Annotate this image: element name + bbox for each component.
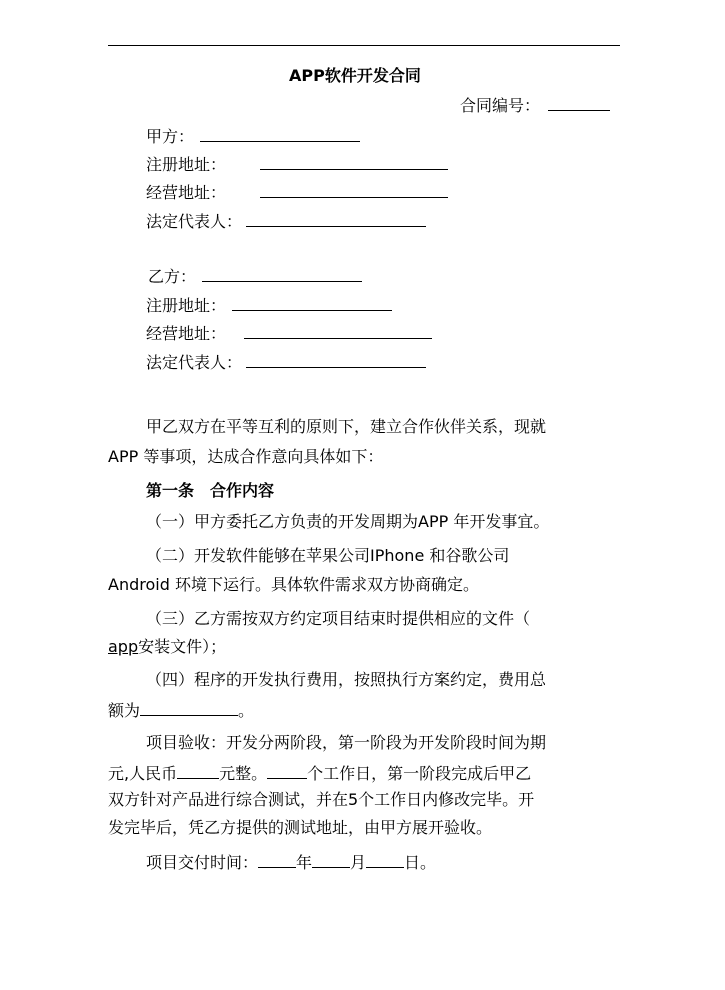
party-b-biz-address-field[interactable] xyxy=(244,322,432,339)
acceptance-yuan-label: 元整。 xyxy=(219,764,268,783)
party-a-biz-address-field[interactable] xyxy=(260,181,448,198)
item-4-line-1: （四）程序的开发执行费用，按照执行方案约定，费用总 xyxy=(146,670,547,689)
party-b-label: 乙方： xyxy=(148,267,197,286)
party-a-name-field[interactable] xyxy=(200,125,360,142)
item-4-line-2 xyxy=(108,699,254,721)
party-b-legal-rep-field[interactable] xyxy=(246,351,426,368)
acceptance-line-2 xyxy=(108,762,531,784)
contract-number-field[interactable] xyxy=(548,94,610,111)
item-3-line-1: （三）乙方需按双方约定项目结束时提供相应的文件（ xyxy=(146,609,531,628)
party-b-biz-address-row xyxy=(146,322,432,344)
party-b-reg-address-row xyxy=(146,294,392,316)
delivery-label: 项目交付时间： xyxy=(146,853,259,872)
article-1-heading: 第一条 合作内容 xyxy=(146,481,275,500)
party-a-legal-rep-label: 法定代表人： xyxy=(146,212,243,231)
acceptance-line-4: 发完毕后，凭乙方提供的测试地址，由甲方展开验收。 xyxy=(108,818,493,837)
party-a-reg-address-label: 注册地址： xyxy=(146,155,227,174)
document-title: APP软件开发合同 xyxy=(289,66,421,85)
acceptance-days-label: 个工作日，第一阶段完成后甲乙 xyxy=(307,764,532,783)
acceptance-line-1: 项目验收：开发分两阶段，第一阶段为开发阶段时间为期 xyxy=(146,733,547,752)
item-4-fee-field[interactable] xyxy=(140,699,238,716)
party-a-reg-address-row xyxy=(146,153,448,175)
intro-line-2: APP 等事项，达成合作意向具体如下： xyxy=(108,447,384,466)
delivery-day-label: 日。 xyxy=(404,853,437,872)
item-3-app-text: app xyxy=(108,637,139,656)
delivery-row xyxy=(146,851,436,873)
party-a-biz-address-label: 经营地址： xyxy=(146,183,227,202)
party-a-row xyxy=(146,125,360,147)
item-3-line-2-rest: 安装文件）； xyxy=(138,637,227,656)
delivery-month-field[interactable] xyxy=(312,851,350,868)
item-4-period: 。 xyxy=(238,701,255,720)
party-a-legal-rep-row xyxy=(146,210,426,232)
acceptance-days-field[interactable] xyxy=(267,762,307,779)
party-b-row xyxy=(148,265,362,287)
party-b-legal-rep-row xyxy=(146,351,426,373)
contract-number-row xyxy=(460,94,610,116)
delivery-year-label: 年 xyxy=(296,853,313,872)
party-a-label: 甲方： xyxy=(146,127,195,146)
item-1: （一）甲方委托乙方负责的开发周期为APP 年开发事宜。 xyxy=(146,512,550,531)
party-b-reg-address-field[interactable] xyxy=(232,294,392,311)
item-3-line-2 xyxy=(108,637,226,657)
delivery-year-field[interactable] xyxy=(258,851,296,868)
acceptance-rmb-label: 元,人民币 xyxy=(108,764,178,783)
item-2-line-2: Android 环境下运行。具体软件需求双方协商确定。 xyxy=(108,575,479,594)
party-b-biz-address-label: 经营地址： xyxy=(146,324,227,343)
item-4-fee-label: 额为 xyxy=(108,701,141,720)
acceptance-amount-field[interactable] xyxy=(177,762,219,779)
party-b-legal-rep-label: 法定代表人： xyxy=(146,353,243,372)
party-a-reg-address-field[interactable] xyxy=(260,153,448,170)
party-b-reg-address-label: 注册地址： xyxy=(146,296,227,315)
acceptance-line-3: 双方针对产品进行综合测试，并在5个工作日内修改完毕。开 xyxy=(108,790,535,809)
delivery-day-field[interactable] xyxy=(366,851,404,868)
header-divider xyxy=(108,45,620,46)
party-a-legal-rep-field[interactable] xyxy=(246,210,426,227)
party-a-biz-address-row xyxy=(146,181,448,203)
delivery-month-label: 月 xyxy=(350,853,367,872)
intro-line-1: 甲乙双方在平等互利的原则下，建立合作伙伴关系，现就 xyxy=(146,417,547,436)
item-2-line-1: （二）开发软件能够在苹果公司IPhone 和谷歌公司 xyxy=(146,546,510,565)
party-b-name-field[interactable] xyxy=(202,265,362,282)
contract-number-label: 合同编号： xyxy=(460,96,541,115)
